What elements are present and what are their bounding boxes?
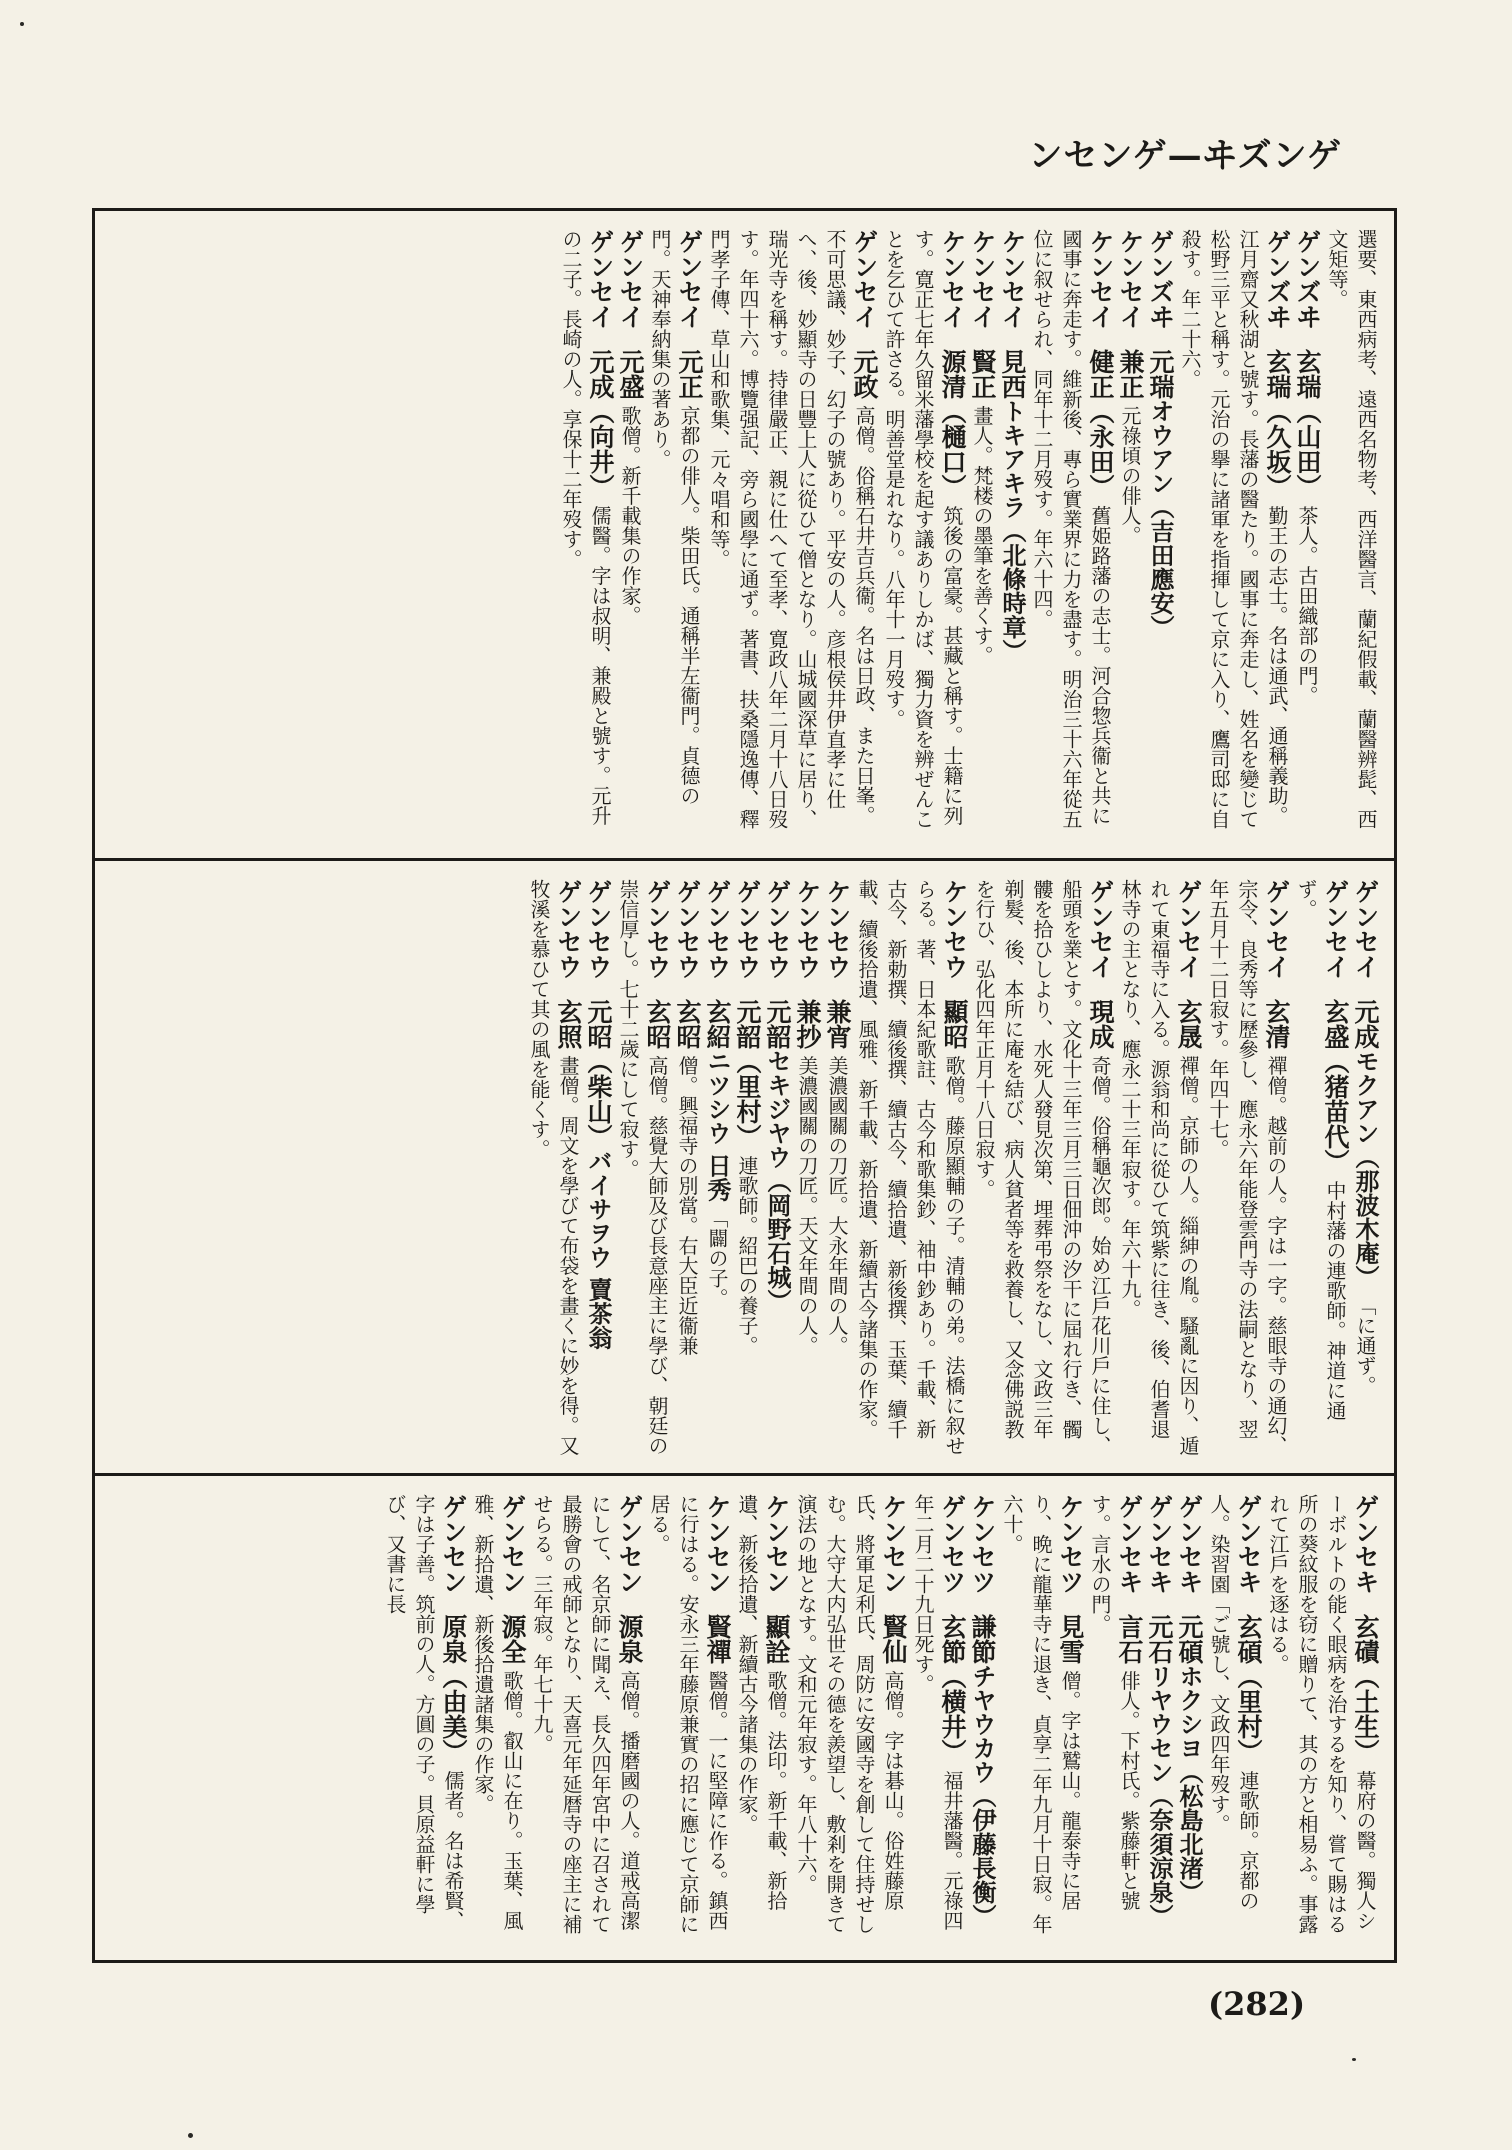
entry-cross-reference: モクアン（那波木庵） [1351, 1049, 1379, 1289]
entry-name: 賢仙 [879, 1614, 908, 1664]
entry-body: 禪僧。京師の人。緇紳の胤。騷亂に因り、遁れて東福寺に入る。源翁和尚に從ひて筑紫に往き、後、伯耆退林寺の主となり、應永二十三年寂す。年六十九。 [1118, 879, 1200, 1456]
dictionary-entry [1146, 229, 1175, 639]
entry-name: 現成 [1086, 999, 1115, 1049]
entry-text-block [380, 1494, 1380, 1944]
dictionary-entry [998, 229, 1027, 663]
dictionary-entry [1030, 229, 1115, 829]
entry-kana-heading: ゲンセイ [1262, 879, 1291, 979]
entry-name: 元韶（里村） [733, 999, 762, 1149]
dictionary-entry [1145, 1494, 1174, 1928]
entry-cross-reference: リヤウセン（奈須涼泉） [1145, 1664, 1173, 1928]
entry-name: 賢正 [968, 349, 997, 399]
entry-name: 玄瑞（久坂） [1263, 349, 1292, 499]
entry-kana-heading: ゲンセイ [616, 229, 645, 329]
entry-name: 兼正 [1116, 349, 1145, 399]
entry-body: 歌僧。藤原顯輔の子。清輔の弟。法橋に叙せらる。著、日本紀歌註、古今和歌集鈔、袖中鈔あり。千載、新古今、新勅撰、續後撰、續古今、續拾遺、新後撰、玉葉、續千載、續後拾遺、風雅、新千載、新拾遺、新續古今諸集の作家。 [855, 879, 966, 1456]
entry-body: 歌僧。叡山に在り。玉葉、風雅、新拾遺、新後拾遺諸集の作家。 [471, 1494, 524, 1931]
entry-body: 禪僧。越前の人。字は一字。慈眼寺の通幻、宗令、良秀等に歷參し、應永六年能登雲門寺の法嗣となり、翌年五月十二日寂す。年四十七。 [1206, 879, 1288, 1456]
dictionary-entry [1175, 1494, 1204, 1904]
entry-name: 玄晟 [1174, 999, 1203, 1049]
dictionary-entry [1207, 1494, 1263, 1911]
dictionary-entry [968, 229, 997, 666]
entry-kana-heading: ゲンセイ [1174, 879, 1203, 979]
dictionary-entry [527, 879, 583, 1456]
entry-kana-heading: ゲンセイ [675, 229, 704, 329]
entry-cross-reference: チヤウカウ（伊藤長衡） [968, 1664, 996, 1928]
entry-name: 賢禪 [703, 1614, 732, 1664]
entry-kana-heading: ゲンセキ [1234, 1494, 1263, 1594]
entry-name: 玄碩（里村） [1234, 1614, 1263, 1764]
entry-body: 醫僧。一に堅障に作る。鎮西に行はる。安永三年藤原兼實の招に應じて京師に居る。 [647, 1494, 729, 1934]
entry-name: 言石 [1115, 1614, 1144, 1664]
entry-name: 謙節 [968, 1614, 997, 1664]
entry-kana-heading: ケンセイ [1086, 229, 1115, 329]
entry-continuation: 選要、東西病考、遠西名物考、西洋醫言、蘭紀假載、蘭醫辨髭、西文矩等。 [1325, 229, 1378, 829]
entry-name: 顯昭 [940, 999, 969, 1049]
entry-body: 奇僧。俗稱龜次郎。始め江戶花川戶に住し、船頭を業とす。文化十三年三月三日佃沖の汐干に屆れ行き、髑髏を拾ひしより、水死人發見次第、埋葬弔祭をなし、文政三年剃髮、後、本所に庵を結び、病人貧者等を救養し、又念佛説教を行ひ、弘化四年正月十八日寂す。 [972, 879, 1112, 1456]
entry-kana-heading: ケンセイ [998, 229, 1027, 329]
entry-kana-heading: ケンセイ [938, 229, 967, 329]
dictionary-entry [855, 879, 969, 1456]
entry-name: 玄昭 [643, 999, 672, 1049]
entry-name: 玄盛（猪苗代） [1321, 999, 1350, 1174]
entry-kana-heading: ケンセウ [793, 879, 822, 979]
dictionary-entry [1266, 1494, 1380, 1934]
entry-name: 元瑞 [1146, 349, 1175, 399]
entry-kana-heading: ゲンセウ [733, 879, 762, 979]
entry-cross-reference: バイサヲウ 賣茶翁 [584, 1149, 612, 1350]
entry-body: 舊姫路藩の志士。河合惣兵衞と共に國事に奔走す。維新後、專ら實業界に力を盡す。明治三十六年從五位に叙せられ、同年十二月歿す。年六十四。 [1030, 229, 1112, 829]
entry-body: 俳人。下村氏。紫藤軒と號す。言水の門。 [1088, 1494, 1141, 1911]
entry-body: 儒者。名は希賢、字は子善。筑前の人。方圓の子。貝原益軒に學び、又書に長 [383, 1494, 465, 1931]
entry-kana-heading: ゲンセキ [1145, 1494, 1174, 1594]
entry-name: 源全 [498, 1614, 527, 1664]
entry-kana-heading: ケンセイ [1116, 229, 1145, 329]
entry-body: 「に通ず。 [1353, 1295, 1377, 1396]
dictionary-entry [733, 879, 762, 1356]
entry-name: 元石 [1145, 1614, 1174, 1664]
dictionary-entry [823, 879, 852, 1356]
entry-body: 「闢の子。 [705, 1207, 729, 1308]
dictionary-entry [559, 229, 615, 826]
entry-kana-heading: ゲンセキ [1351, 1494, 1380, 1594]
dictionary-entry [968, 1494, 997, 1928]
entry-name: 兼抄 [793, 999, 822, 1049]
entry-kana-heading: ゲンセウ [643, 879, 672, 979]
ink-speck [20, 22, 24, 26]
entry-kana-heading: ケンセツ [968, 1494, 997, 1594]
dictionary-entry [616, 229, 645, 626]
entry-name: 元成 [1351, 999, 1380, 1049]
entry-body: 高僧。俗稱石井吉兵衞。名は日政、また日峯。不可思議、妙子、幻子の號あり。平安の人。彦根侯井伊直孝に仕へ、後、妙顯寺の日豐上人に從ひて僧となり。山城國深草に居り、瑞光寺を稱す。持律嚴正、親に仕へて至孝、寛政八年二月十八日歿す。年四十六。博覽强記、旁ら國學に通ず。著書、扶桑隱逸傳、釋門孝子傳、草山和歌集、元々唱和等。 [707, 229, 876, 829]
dictionary-entry [1325, 229, 1378, 829]
entry-body: 元祿頃の俳人。 [1118, 405, 1142, 546]
dictionary-entry [882, 229, 967, 829]
dictionary-entry [972, 879, 1115, 1456]
entry-name: 玄節（横井） [938, 1614, 967, 1764]
entry-name: 健正（永田） [1086, 349, 1115, 499]
entry-kana-heading: ケンセン [762, 1494, 791, 1594]
entry-body: 連歌師。京都の人。染習園「ご號し、文政四年歿す。 [1207, 1494, 1260, 1911]
entry-kana-heading: ゲンセキ [1175, 1494, 1204, 1594]
entry-name: 元政 [850, 349, 879, 399]
entry-body: 京都の俳人。柴田氏。通稱半左衞門。貞德の門。天神奉納集の著あり。 [648, 229, 701, 806]
entry-cross-reference: オウアン（吉田應安） [1146, 399, 1174, 639]
entry-name: 見雪 [1056, 1614, 1085, 1664]
entry-kana-heading: ゲンセン [439, 1494, 468, 1594]
entry-kana-heading: ケンセウ [940, 879, 969, 979]
dictionary-entry [648, 229, 704, 806]
dictionary-entry [616, 879, 672, 1456]
ink-speck [188, 2133, 193, 2138]
entry-cross-reference: ニツシウ 日秀 [703, 1049, 731, 1202]
entry-body: 儒醫。字は叔明、兼殿と號す。元升の二子。長崎の人。享保十二年歿す。 [559, 229, 612, 826]
entry-body: 幕府の醫。獨人シーボルトの能く眼病を治するを知り、嘗て賜はる所の葵紋服を窃に贈りて、其の方と相易ふ。事露れて江戶を逐はる。 [1266, 1494, 1377, 1934]
entry-cross-reference: セキジヤウ（岡野石城） [763, 1049, 791, 1313]
entry-kana-heading: ゲンセイ [1321, 879, 1350, 979]
entry-kana-heading: ゲンズヰ [1293, 229, 1322, 329]
entry-kana-heading: ゲンセイ [1086, 879, 1115, 979]
dictionary-frame [92, 208, 1397, 1963]
dictionary-entry [794, 1494, 908, 1934]
entry-kana-heading: ケンセイ [968, 229, 997, 329]
entry-body: 茶人。古田織部の門。 [1295, 505, 1319, 706]
entry-name: 見西 [998, 349, 1027, 399]
dictionary-entry [793, 879, 822, 1356]
entry-name: 顯詮 [762, 1614, 791, 1664]
dictionary-entry [707, 229, 879, 829]
dictionary-entry [1178, 229, 1292, 829]
ink-speck [1352, 2058, 1356, 2061]
entry-body: 高僧。播磨國の人。道戒高潔にして、名京師に聞え、長久四年宮中に召されて最勝會の戒師となり、天喜元年延暦寺の座主に補せらる。三年寂。年七十九。 [530, 1494, 641, 1934]
entry-name: 玄清 [1262, 999, 1291, 1049]
entry-kana-heading: ゲンセン [498, 1494, 527, 1594]
entry-body: 美濃國關の刀匠。大永年間の人。 [825, 1055, 849, 1356]
dictionary-entry [1351, 879, 1380, 1396]
entry-cross-reference: ホクシヨ（松島北渚） [1175, 1664, 1203, 1904]
entry-name: 玄瑞（山田） [1293, 349, 1322, 499]
entry-body: 歌僧。法印。新千載、新拾遺、新後拾遺、新續古今諸集の作家。 [735, 1494, 788, 1911]
entry-body: 僧。興福寺の別當。右大臣近衞兼 [675, 1055, 699, 1356]
entry-body: 中村藩の連歌師。神道に通ず。 [1294, 879, 1347, 1421]
dictionary-entry [1116, 229, 1145, 546]
entry-name: 元正 [675, 349, 704, 399]
entry-kana-heading: ゲンズヰ [1263, 229, 1292, 329]
entry-body: 僧。字は鷲山。龍泰寺に居り、晩に龍華寺に退き、貞享二年九月十日寂。年六十。 [1000, 1494, 1082, 1934]
dictionary-entry [763, 879, 792, 1313]
entry-kana-heading: ゲンズヰ [1146, 229, 1175, 329]
dictionary-entry [911, 1494, 967, 1931]
dictionary-entry [703, 879, 732, 1308]
dictionary-entry [647, 1494, 732, 1934]
entry-kana-heading: ゲンセイ [586, 229, 615, 329]
section-middle [95, 861, 1394, 1476]
entry-name: 元碩 [1175, 1614, 1204, 1664]
section-bottom [95, 1476, 1394, 1960]
entry-kana-heading: ケンセツ [1056, 1494, 1085, 1594]
entry-name: 元昭（柴山） [584, 999, 613, 1149]
page-number: (282) [1208, 1985, 1306, 2023]
entry-kana-heading: ゲンセウ [584, 879, 613, 979]
entry-body: 高僧。字は碁山。俗姓藤原氏、將軍足利氏、周防に安國寺を創して住持せしむ。大守大内弘世その德を羨望し、敷剎を開きて演法の地となす。文和元年寂す。年八十六。 [794, 1494, 905, 1934]
entry-body: 高僧。慈覺大師及び長意座主に學び、朝廷の崇信厚し。七十二歲にして寂す。 [616, 879, 669, 1456]
entry-kana-heading: ケンセン [703, 1494, 732, 1594]
entry-name: 玄磧（土生） [1351, 1614, 1380, 1764]
entry-name: 原泉（由美） [439, 1614, 468, 1764]
entry-body: 連歌師。紹巴の養子。 [735, 1155, 759, 1356]
entry-body: 歌僧。新千載集の作家。 [618, 405, 642, 626]
dictionary-entry [673, 879, 702, 1356]
dictionary-entry [584, 879, 613, 1350]
dictionary-entry [1206, 879, 1291, 1456]
section-top [95, 211, 1394, 861]
entry-name: 源清（樋口） [938, 349, 967, 499]
entry-kana-heading: ゲンセウ [673, 879, 702, 979]
entry-text-block [524, 879, 1380, 1457]
dictionary-entry [1088, 1494, 1144, 1911]
dictionary-entry [530, 1494, 644, 1934]
entry-body: 畫僧。周文を學びて布袋を畫くに妙を得。又牧溪を慕ひて其の風を能くす。 [527, 879, 580, 1456]
entry-body: 筑後の富豪。甚藏と稱す。士籍に列す。寛正七年久留米藩學校を起す議ありしかば、獨力資を辨ぜんことを乞ひて許さる。明善堂是れなり。八年十一月歿す。 [882, 229, 964, 829]
dictionary-entry [1000, 1494, 1085, 1934]
entry-body: 福井藩醫。元祿四年二月二十九日死す。 [911, 1494, 964, 1931]
entry-kana-heading: ゲンセウ [554, 879, 583, 979]
entry-kana-heading: ゲンセン [615, 1494, 644, 1594]
entry-kana-heading: ゲンセイ [850, 229, 879, 329]
dictionary-entry [383, 1494, 468, 1931]
entry-name: 兼宵 [823, 999, 852, 1049]
entry-cross-reference: トキアキラ（北條時章） [998, 399, 1026, 663]
entry-name: 元盛 [616, 349, 645, 399]
dictionary-entry [471, 1494, 527, 1931]
entry-body: 畫人。梵楼の墨筆を善くす。 [970, 405, 994, 666]
entry-kana-heading: ゲンセウ [703, 879, 732, 979]
entry-name: 玄照 [554, 999, 583, 1049]
entry-body: 美濃國關の刀匠。天文年間の人。 [795, 1055, 819, 1356]
entry-name: 玄紹 [703, 999, 732, 1049]
dictionary-entry [1293, 229, 1322, 706]
entry-kana-heading: ケンセウ [823, 879, 852, 979]
entry-name: 源泉 [615, 1614, 644, 1664]
dictionary-entry [1294, 879, 1350, 1421]
dictionary-entry [735, 1494, 791, 1911]
entry-kana-heading: ゲンセウ [763, 879, 792, 979]
entry-body: 勤王の志士。名は通武、通稱義助。江月齋又秋湖と號す。長藩の醫たり。國事に奔走し、姓名を變じて松野三平と稱す。元治の擧に諸軍を指揮して京に入り、鷹司邸に自殺す。年二十六。 [1178, 229, 1289, 829]
dictionary-entry [1118, 879, 1203, 1456]
entry-kana-heading: ケンセン [879, 1494, 908, 1594]
entry-kana-heading: ゲンセキ [1115, 1494, 1144, 1594]
running-title: ゲンズヰ—ゲンセン [1028, 136, 1342, 176]
entry-name: 元韶 [763, 999, 792, 1049]
entry-name: 元成（向井） [586, 349, 615, 499]
entry-text-block [556, 229, 1380, 842]
entry-name: 玄昭 [673, 999, 702, 1049]
entry-kana-heading: ゲンセイ [1351, 879, 1380, 979]
entry-kana-heading: ゲンセツ [938, 1494, 967, 1594]
